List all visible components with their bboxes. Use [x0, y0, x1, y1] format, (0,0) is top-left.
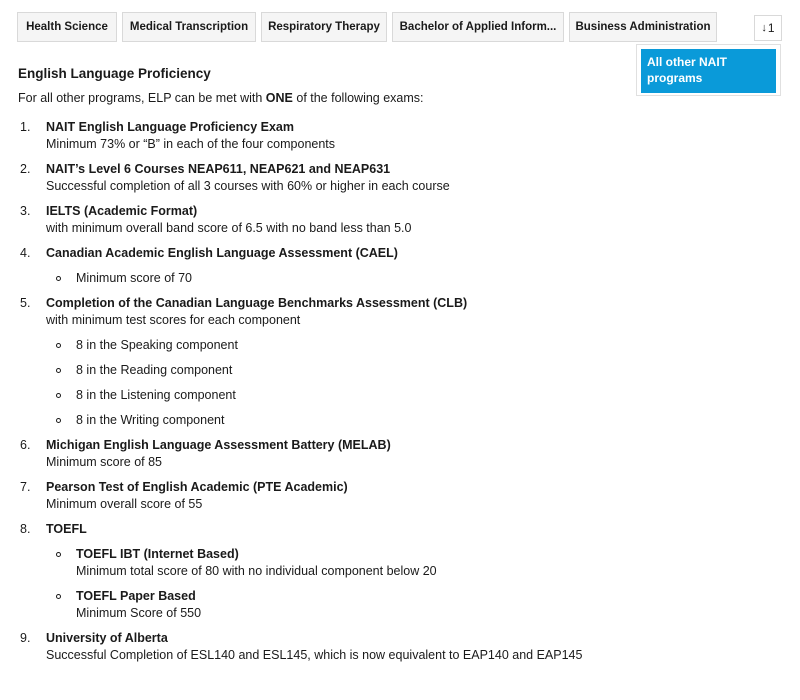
sub-item-title: TOEFL IBT (Internet Based): [76, 547, 239, 561]
tab-health-science[interactable]: Health Science: [17, 12, 117, 42]
item-number: 7.: [20, 480, 31, 494]
item-number: 6.: [20, 438, 31, 452]
item-number: 5.: [20, 296, 31, 310]
sub-item-text: 8 in the Listening component: [76, 388, 236, 402]
intro-text-start: For all other programs, ELP can be met with: [18, 91, 266, 105]
list-item: [18, 630, 778, 664]
exam-title: University of Alberta: [46, 631, 168, 645]
exam-title: NAIT’s Level 6 Courses NEAP611, NEAP621 and NEAP631: [46, 162, 391, 176]
exam-title: Michigan English Language Assessment Battery (MELAB): [46, 438, 391, 452]
exam-description: Successful Completion of ESL140 and ESL145, which is now equivalent to EAP140 and EAP145: [46, 648, 583, 662]
sub-item-text: 8 in the Writing component: [76, 413, 225, 427]
elp-section: [18, 66, 778, 672]
circle-bullet-icon: [56, 343, 61, 348]
list-item: [18, 119, 778, 153]
tab-medical-transcription[interactable]: Medical Transcription: [122, 12, 256, 42]
exam-description: with minimum test scores for each component: [46, 313, 301, 327]
section-title: English Language Proficiency: [18, 66, 211, 81]
sub-list-item: [46, 588, 778, 622]
more-tabs-button[interactable]: [754, 15, 782, 41]
exam-title: Completion of the Canadian Language Benchmarks Assessment (CLB): [46, 296, 468, 310]
list-item: [18, 203, 778, 237]
exam-title: TOEFL: [46, 522, 87, 536]
sub-list-item: [46, 337, 778, 354]
sub-item-text: Minimum score of 70: [76, 271, 193, 285]
sub-item-text: Minimum Score of 550: [76, 606, 202, 620]
tab-business-administration[interactable]: Business Administration: [569, 12, 717, 42]
exam-title: Canadian Academic English Language Assessment (CAEL): [46, 246, 398, 260]
intro-text-end: of the following exams:: [292, 91, 424, 105]
circle-bullet-icon: [56, 368, 61, 373]
sub-list-item: [46, 387, 778, 404]
program-tabs: [17, 12, 722, 42]
circle-bullet-icon: [56, 552, 61, 557]
list-item: [18, 161, 778, 195]
more-tabs-count: 1: [767, 21, 775, 35]
exam-description: Minimum 73% or “B” in each of the four components: [46, 137, 336, 151]
item-number: 4.: [20, 246, 31, 260]
list-item: [18, 521, 778, 622]
sub-item-title: TOEFL Paper Based: [76, 589, 196, 603]
item-number: 9.: [20, 631, 31, 645]
exam-title: NAIT English Language Proficiency Exam: [46, 120, 294, 134]
sub-list-item: [46, 546, 778, 580]
exam-description: Minimum overall score of 55: [46, 497, 203, 511]
sub-list: [46, 270, 778, 287]
sort-down-arrow-icon: ↓: [761, 22, 767, 34]
intro-text-emphasis: ONE: [265, 91, 293, 105]
list-item: [18, 245, 778, 287]
tab-all-other-nait-programs[interactable]: All other NAIT programs: [641, 49, 776, 93]
sub-list: [46, 337, 778, 429]
sub-list-item: [46, 270, 778, 287]
circle-bullet-icon: [56, 418, 61, 423]
tab-respiratory-therapy[interactable]: Respiratory Therapy: [261, 12, 387, 42]
exam-title: IELTS (Academic Format): [46, 204, 198, 218]
tab-bachelor-applied-info[interactable]: Bachelor of Applied Inform...: [392, 12, 564, 42]
list-item: [18, 295, 778, 429]
circle-bullet-icon: [56, 276, 61, 281]
sub-list: [46, 546, 778, 622]
circle-bullet-icon: [56, 393, 61, 398]
exam-description: with minimum overall band score of 6.5 with no band less than 5.0: [46, 221, 412, 235]
list-item: [18, 437, 778, 471]
sub-item-text: Minimum total score of 80 with no individual component below 20: [76, 564, 437, 578]
sub-list-item: [46, 412, 778, 429]
exam-description: Minimum score of 85: [46, 455, 163, 469]
section-intro: [18, 91, 778, 105]
sub-list-item: [46, 362, 778, 379]
item-number: 2.: [20, 162, 31, 176]
sub-item-text: 8 in the Speaking component: [76, 338, 238, 352]
circle-bullet-icon: [56, 594, 61, 599]
list-item: [18, 479, 778, 513]
exam-description: Successful completion of all 3 courses with 60% or higher in each course: [46, 179, 450, 193]
item-number: 3.: [20, 204, 31, 218]
item-number: 1.: [20, 120, 31, 134]
exam-list: [18, 119, 778, 664]
exam-title: Pearson Test of English Academic (PTE Academic): [46, 480, 348, 494]
item-number: 8.: [20, 522, 31, 536]
sub-item-text: 8 in the Reading component: [76, 363, 233, 377]
